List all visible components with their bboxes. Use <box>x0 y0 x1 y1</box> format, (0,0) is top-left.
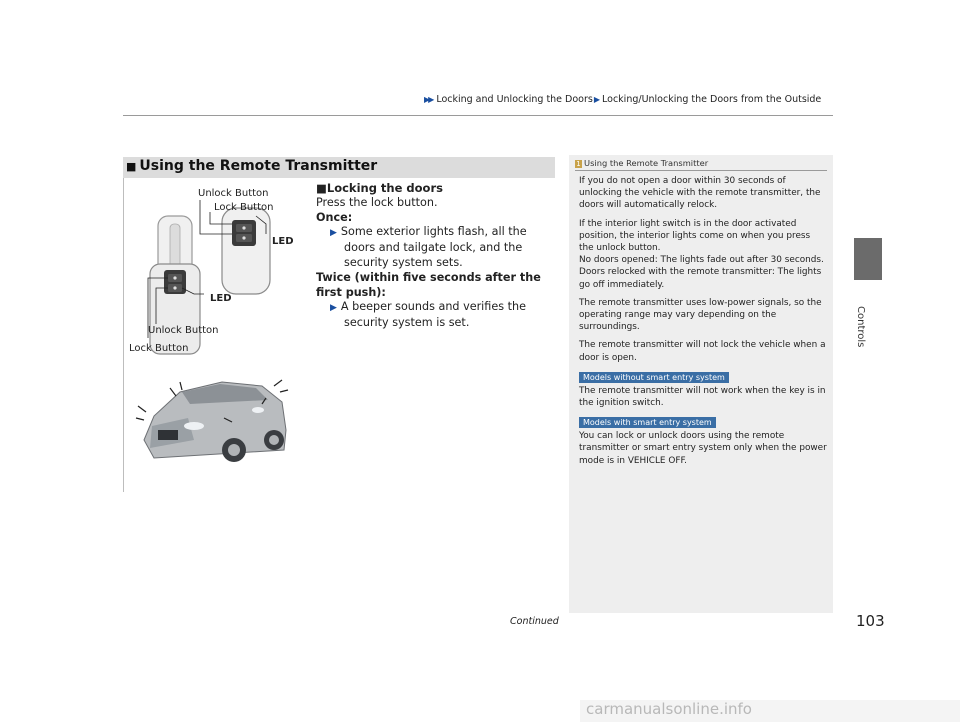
note-paragraph: Doors relocked with the remote transmitter: The lights go off immediately. <box>579 267 822 290</box>
callout-lock-button-fob: Lock Button <box>214 202 274 213</box>
car-illustration <box>144 382 286 462</box>
breadcrumb <box>424 94 821 105</box>
model-badge: Models without smart entry system <box>579 372 729 383</box>
note-body <box>579 175 827 473</box>
callout-lock-button-key: Lock Button <box>129 343 189 354</box>
watermark: carmanualsonline.info <box>586 700 752 718</box>
note-divider <box>575 170 827 171</box>
note-paragraph: You can lock or unlock doors using the remote transmitter or smart entry system only when the power mode is in VEHICLE OFF. <box>579 431 827 466</box>
breadcrumb-item-outside[interactable]: Locking/Unlocking the Doors from the Outside <box>602 94 822 105</box>
note-paragraph: No doors opened: The lights fade out after 30 seconds. <box>579 255 824 266</box>
main-content <box>316 181 556 331</box>
result-arrow-icon: ▶ <box>330 303 337 314</box>
twice-label: Twice (within five seconds after the first push): <box>316 270 541 299</box>
once-result-text: Some exterior lights flash, all the doors and tailgate lock, and the security system sets. <box>340 225 527 269</box>
note-paragraph: If you do not open a door within 30 seconds of unlocking the vehicle with the remote transmitter, the doors will automatically relock. <box>579 176 821 211</box>
page-number: 103 <box>856 612 885 630</box>
note-paragraph: The remote transmitter will not lock the vehicle when a door is open. <box>579 340 826 363</box>
note-paragraph: If the interior light switch is in the door activated position, the interior lights come on when you press the unlock button. <box>579 218 811 254</box>
callout-unlock-button-fob: Unlock Button <box>198 188 269 199</box>
double-arrow-icon: ▶▶ <box>424 95 433 104</box>
section-title <box>126 158 377 174</box>
note-marker-icon: 1 <box>576 160 581 168</box>
model-badge: Models with smart entry system <box>579 417 716 428</box>
remote-transmitter-figure <box>123 178 303 492</box>
note-paragraph: The remote transmitter uses low-power signals, so the operating range may vary depending on the surroundings. <box>579 297 822 333</box>
square-bullet-icon: ■ <box>126 160 137 173</box>
arrow-icon: ▶ <box>593 95 601 104</box>
breadcrumb-item-locking[interactable]: Locking and Unlocking the Doors <box>436 94 593 105</box>
section-title-text: Using the Remote Transmitter <box>139 158 378 174</box>
note-heading-text: Using the Remote Transmitter <box>584 158 709 168</box>
header-divider <box>123 115 833 116</box>
subheading <box>316 181 556 196</box>
chapter-tab <box>854 238 882 280</box>
note-paragraph: The remote transmitter will not work when the key is in the ignition switch. <box>579 385 826 409</box>
chapter-tab-label[interactable]: Controls <box>855 306 866 348</box>
instruction-line: Press the lock button. <box>316 195 438 209</box>
result-arrow-icon: ▶ <box>330 228 337 239</box>
twice-result-text: A beeper sounds and verifies the security system is set. <box>340 300 526 330</box>
note-heading <box>575 158 708 168</box>
continued-label[interactable]: Continued <box>510 616 559 627</box>
subheading-text: Locking the doors <box>326 181 443 195</box>
callout-led-key: LED <box>210 293 232 304</box>
callout-unlock-button-key: Unlock Button <box>148 325 219 336</box>
once-result <box>316 225 556 270</box>
twice-result <box>316 300 556 331</box>
square-bullet-icon: ■ <box>316 181 327 195</box>
callout-led-fob: LED <box>272 236 294 247</box>
once-label: Once: <box>316 210 353 224</box>
